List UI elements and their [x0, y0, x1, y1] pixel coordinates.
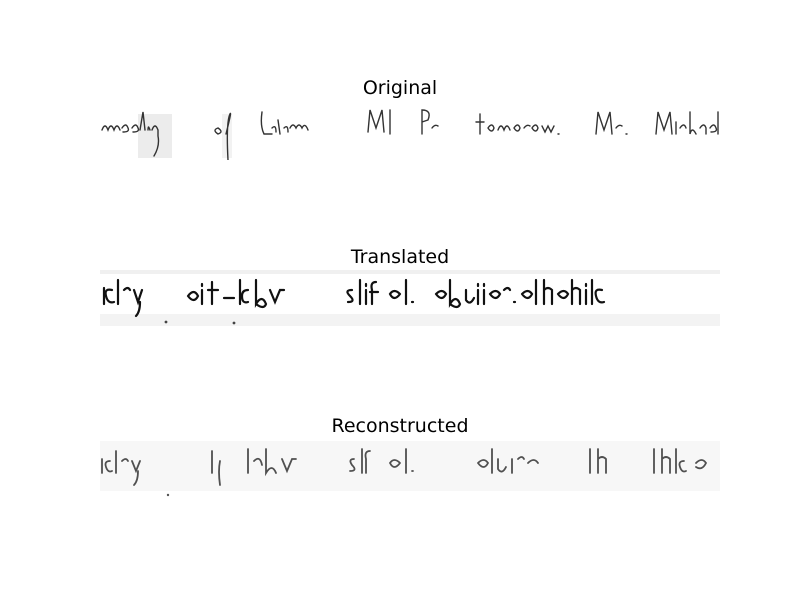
panel-title-translated: Translated — [350, 246, 450, 268]
panel-title-original: Original — [362, 77, 438, 99]
handwriting-image-original — [100, 100, 720, 160]
panel-title-reconstructed: Reconstructed — [331, 415, 469, 437]
handwriting-image-reconstructed — [100, 437, 720, 497]
handwriting-image-translated — [100, 268, 720, 328]
